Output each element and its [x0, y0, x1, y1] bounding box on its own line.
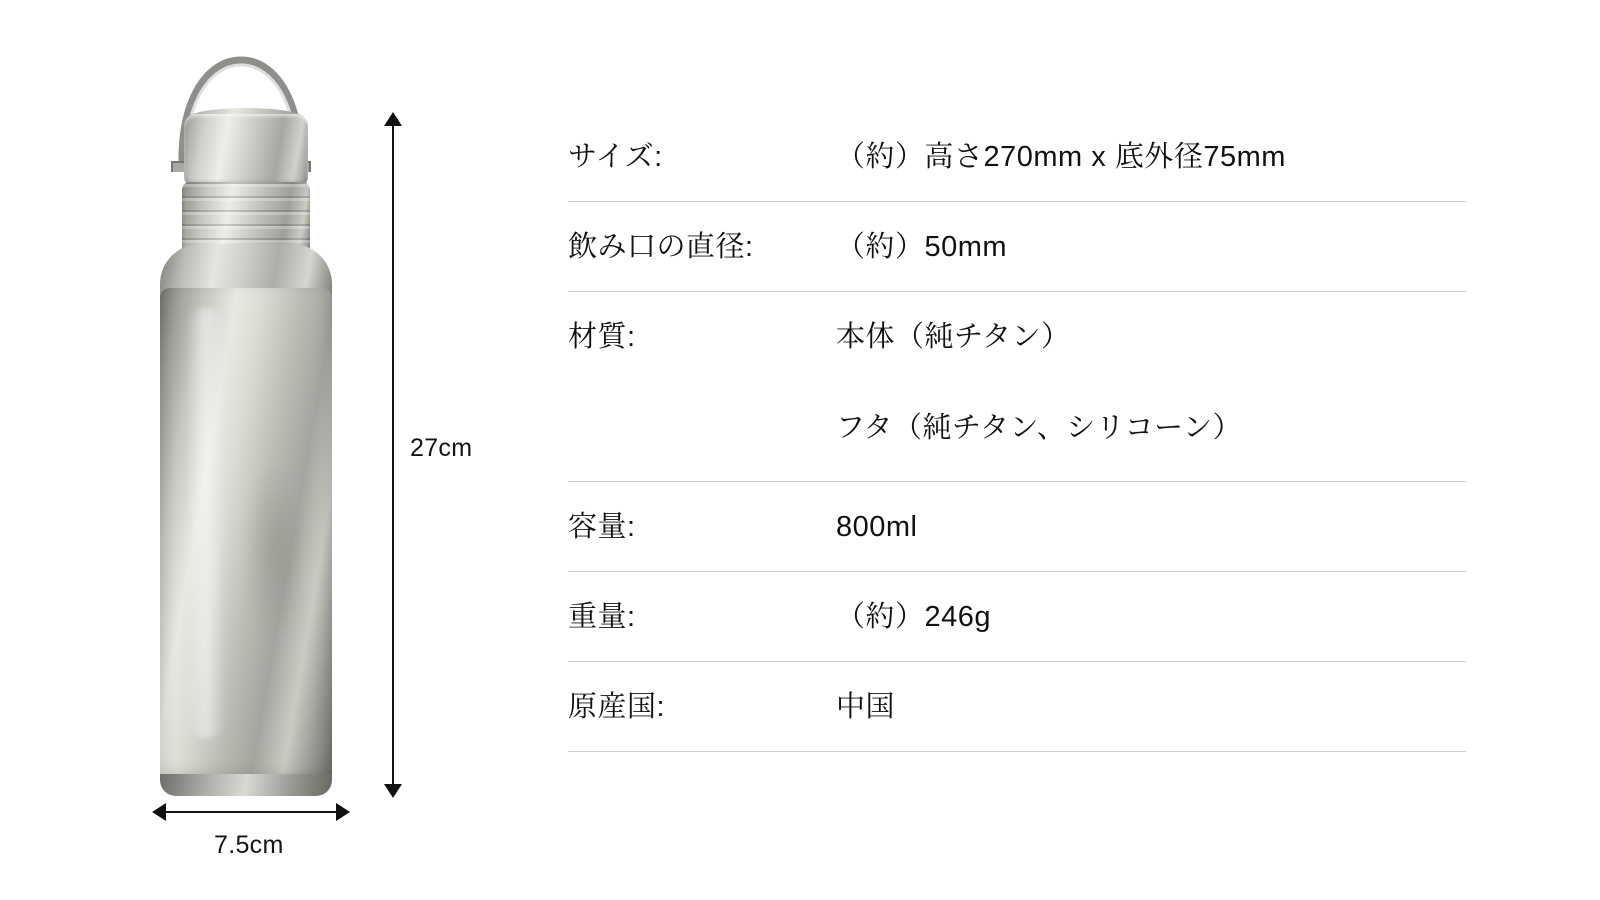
width-dimension-line	[164, 811, 340, 813]
spec-label-origin: 原産国:	[568, 691, 666, 723]
width-arrow-right	[336, 803, 350, 821]
spec-value-weight: （約）246g	[836, 601, 992, 633]
height-dimension-line	[392, 124, 394, 786]
product-photo-pane	[0, 0, 540, 900]
height-arrow-bottom	[384, 784, 402, 798]
table-row	[568, 572, 1466, 662]
bottle-base	[160, 774, 332, 796]
spec-value-size: （約）高さ270mm x 底外径75mm	[836, 141, 1286, 173]
bottle-highlight	[186, 308, 226, 738]
spec-label-mouth-diameter: 飲み口の直径:	[568, 231, 754, 263]
bottle-lid	[184, 114, 308, 186]
spec-value-material	[836, 292, 1466, 448]
spec-value-material-lid: フタ（純チタン、シリコーン）	[836, 412, 1243, 445]
spec-label-material: 材質:	[568, 321, 636, 353]
table-row	[568, 292, 1466, 482]
table-row	[568, 112, 1466, 202]
table-row	[568, 202, 1466, 292]
table-row	[568, 482, 1466, 572]
bottle-reflection	[244, 458, 304, 638]
spec-value-origin: 中国	[836, 691, 896, 723]
height-dimension-label: 27cm	[410, 434, 473, 462]
spec-value-mouth-diameter: （約）50mm	[836, 231, 1008, 263]
table-row	[568, 662, 1466, 752]
spec-label-size: サイズ:	[568, 141, 663, 173]
spec-value-material-body: 本体（純チタン）	[836, 321, 1071, 353]
titanium-bottle-image	[148, 38, 348, 798]
spec-label-weight: 重量:	[568, 601, 636, 633]
width-dimension-label: 7.5cm	[214, 831, 284, 859]
spec-label-capacity: 容量:	[568, 511, 636, 543]
specification-table	[568, 112, 1466, 752]
spec-value-capacity: 800ml	[836, 511, 918, 543]
